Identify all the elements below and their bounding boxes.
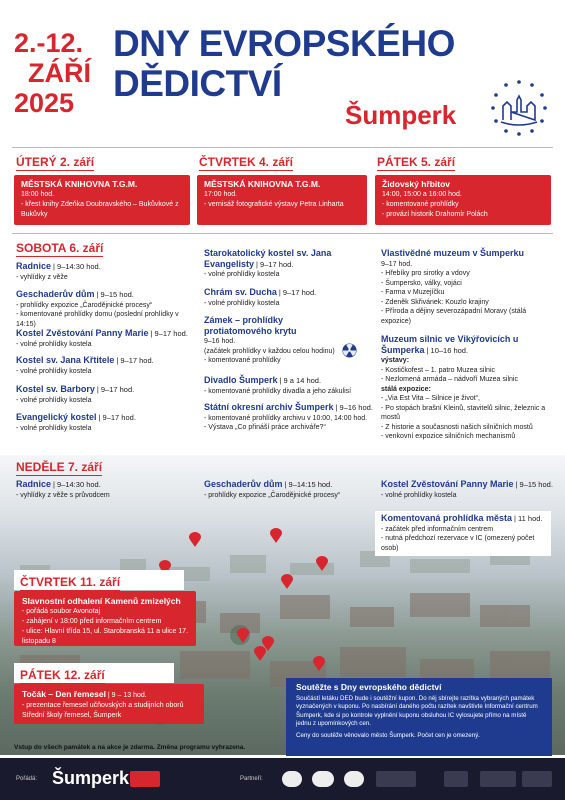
- event-detail: - volné prohlídky kostela: [204, 299, 280, 307]
- event-sat-archiv: [204, 403, 374, 433]
- event-name: Vlastivědné muzeum v Šumperku: [381, 248, 525, 258]
- day-heading-friday-12: PÁTEK 12. září: [20, 668, 105, 682]
- event-sat-vlastivedne-muzeum: [381, 249, 556, 326]
- event-sat-chram-ducha: [204, 288, 369, 308]
- title-line-2: DĚDICTVÍ: [113, 63, 282, 104]
- event-sat-starokatolicky-kostel: [204, 249, 369, 280]
- event-name: Radnice: [16, 261, 52, 271]
- event-dates: [14, 28, 91, 118]
- header: [0, 0, 565, 150]
- partner-logo-icon: [312, 771, 334, 787]
- event-detail: (začátek prohlídky v každou celou hodinu): [204, 347, 335, 355]
- partner-logo-icon: [282, 771, 302, 787]
- event-hours: | 9–17 hod.: [255, 259, 294, 269]
- card-line: - ulice: Hlavní třída 15, ul. Starobranská 11 a ulice 17. listopadu 8: [22, 628, 189, 645]
- event-name: Muzeum silnic ve Vikýřovicích u Šumperka: [381, 334, 519, 355]
- dates-year: 2025: [14, 88, 75, 118]
- map-pin-icon: [316, 556, 328, 571]
- event-detail: - Farma v Muzejíčku: [381, 289, 445, 296]
- event-name: Geschaderův dům: [204, 479, 283, 489]
- event-name: Radnice: [16, 479, 52, 489]
- card-line: 17:00 hod.: [204, 191, 238, 198]
- event-sat-radnice: [16, 262, 196, 282]
- divider: [12, 147, 553, 148]
- day-heading-sunday: NEDĚLE 7. září: [16, 460, 103, 474]
- event-detail: - Hřebíky pro sirotky a vdovy: [381, 270, 470, 277]
- event-hours: | 9–17 hod.: [278, 288, 317, 297]
- day-heading-tuesday: ÚTERÝ 2. září: [16, 155, 95, 169]
- event-hours: | 9–14:30 hod.: [52, 480, 101, 489]
- event-detail: - vyhlídky z věže s průvodcem: [16, 491, 110, 499]
- card-line: - vernisáž fotografické výstavy Petra Linharta: [204, 201, 344, 208]
- event-name: Kostel Zvěstování Panny Marie: [16, 328, 149, 338]
- event-name: Chrám sv. Ducha: [204, 287, 277, 297]
- day-heading-saturday: SOBOTA 6. září: [16, 241, 104, 255]
- event-name: Státní okresní archiv Šumperk: [204, 402, 334, 412]
- card-line: 18:00 hod.: [21, 191, 55, 198]
- event-detail: - Příroda a dějiny severozápadní Moravy (stálá expozice): [381, 308, 527, 325]
- card-line: - zahájení v 18:00 před informačním centrem: [22, 618, 162, 625]
- card-title: MĚSTSKÁ KNIHOVNA T.G.M.: [204, 179, 321, 189]
- event-name: Divadlo Šumperk: [204, 375, 278, 385]
- event-detail: - volné prohlídky kostela: [16, 340, 92, 348]
- event-sat-geschaderuv-dum: [16, 290, 196, 329]
- city-logo-text: Šumperk: [345, 100, 457, 130]
- event-sat-divadlo: [204, 376, 369, 396]
- event-detail: stálá expozice:: [381, 385, 431, 393]
- event-name: Starokatolický kostel sv. Jana Evangelisty: [204, 248, 332, 269]
- event-detail: - volné prohlídky kostela: [204, 271, 280, 278]
- card-line: - provází historik Drahomír Polách: [382, 211, 488, 218]
- card-title: Točák – Den řemesel: [22, 689, 106, 699]
- event-sat-kostel-barbory: [16, 385, 196, 405]
- event-detail: - volné prohlídky kostela: [16, 367, 92, 375]
- card-title: Slavnostní odhalení Kamenů zmizelých: [22, 596, 181, 606]
- event-detail: - začátek před informačním centrem: [381, 525, 494, 533]
- event-detail: - volné prohlídky kostela: [381, 491, 457, 499]
- day-heading-thursday: ČTVRTEK 4. září: [199, 155, 294, 169]
- heritage-days-logo-icon: [487, 76, 551, 140]
- event-card-thursday: [197, 175, 367, 225]
- day-heading-box-friday-12: [14, 663, 174, 683]
- event-detail: - Z historie a současnosti našich silničních mostů: [381, 423, 533, 431]
- event-card-tuesday: [14, 175, 190, 225]
- event-detail: - Nezlomená armáda – nádvoří Muzea silnic: [381, 376, 518, 383]
- event-sun-radnice: [16, 480, 196, 500]
- contest-text: Součástí letáku DED bude i soutěžní kupon. Do něj sbírejte razítka vybraných památek vyznačených v kuponu. Po nasbírání daného počtu razítek navštivte Informační centrum Šumperk, kde si po kontrole vyplnění kuponu obsluhou IC vylosujete přímo na místě jednu z upomínkových cen.: [296, 694, 538, 728]
- event-detail: - volné prohlídky kostela: [16, 424, 92, 432]
- event-card-friday-12: [14, 684, 204, 724]
- organizer-label: Pořádá:: [16, 776, 38, 782]
- divider: [12, 233, 553, 234]
- event-hours: | 9–17 hod.: [98, 413, 136, 422]
- event-detail: - Šumpersko, války, vojáci: [381, 279, 462, 287]
- event-detail: - volné prohlídky kostela: [16, 396, 92, 404]
- event-sat-muzeum-silnic: [381, 335, 556, 442]
- event-name: Geschaderův dům: [16, 289, 95, 299]
- event-detail: - komentované prohlídky archivu v 10:00, 14:00 hod.: [204, 414, 368, 422]
- event-sat-kostel-zvestovani: [16, 329, 196, 349]
- card-title: MĚSTSKÁ KNIHOVNA T.G.M.: [21, 179, 138, 189]
- event-detail: - komentované prohlídky: [204, 357, 281, 364]
- event-hours: | 9 a 14 hod.: [279, 376, 322, 385]
- event-hours: | 11 hod.: [514, 514, 543, 523]
- map-pin-icon: [313, 656, 325, 671]
- event-name: Zámek – prohlídky protiatomového krytu: [204, 315, 297, 336]
- event-detail: 9–16 hod.: [204, 338, 236, 345]
- event-name: Kostel Zvěstování Panny Marie: [381, 479, 514, 489]
- admission-note: Vstup do všech památek a na akce je zdarma. Změna programu vyhrazena.: [14, 744, 246, 751]
- event-hours: | 9–15 hod.: [515, 480, 553, 489]
- title-line-1: DNY EVROPSKÉHO: [113, 23, 455, 64]
- partner-logo-icon: [444, 771, 468, 787]
- partner-logo-icon: [522, 771, 552, 787]
- event-hours: | 9–14:15 hod.: [284, 480, 333, 489]
- dates-range: 2.-12.: [14, 28, 84, 58]
- event-hours: | 9–15 hod.: [96, 290, 134, 299]
- event-detail: - vyhlídky z věže: [16, 273, 68, 281]
- map-pin-icon: [270, 528, 282, 543]
- partner-logo-icon: [344, 771, 364, 787]
- event-name: Kostel sv. Jana Křtitele: [16, 355, 115, 365]
- event-detail: - Po stopách brašní Kleinů, stavitelů silnic, železnic a mostů: [381, 404, 546, 421]
- card-line: - křest knihy Zdeňka Doubravského – Bukůvkové z Bukůvky: [21, 201, 179, 218]
- event-hours: | 9–14:30 hod.: [52, 262, 101, 271]
- event-hours: | 9–17 hod.: [116, 356, 154, 365]
- event-detail: - komentované prohlídky domu (poslední prohlídky v 14:15): [16, 311, 179, 328]
- event-detail: - „Via Est Vita – Silnice je život“,: [381, 395, 480, 402]
- day-heading-box-thursday-11: [14, 570, 184, 590]
- event-card-friday: [375, 175, 551, 225]
- card-line: - komentované prohlídky: [382, 201, 459, 208]
- map-pin-icon: [281, 574, 293, 589]
- partner-logo-icon: [480, 771, 516, 787]
- event-detail: 9–17 hod.: [381, 260, 413, 268]
- event-sat-kostel-jana-krtitele: [16, 356, 196, 376]
- map-pin-icon: [262, 636, 274, 651]
- event-hours: | 9–17 hod.: [150, 329, 188, 338]
- event-detail: - Zdeněk Skřivánek: Kouzlo krajiny: [381, 298, 489, 306]
- event-detail: - nutná předchozí rezervace v IC (omezený počet osob): [381, 535, 535, 552]
- card-line: - prezentace řemesel učňovských a studijních oborů Střední školy řemesel, Šumperk: [22, 702, 184, 719]
- event-card-thursday-11: [14, 591, 196, 646]
- day-heading-thursday-11: ČTVRTEK 11. září: [20, 575, 121, 589]
- page-title: [113, 24, 455, 104]
- event-name: Kostel sv. Barbory: [16, 384, 95, 394]
- contest-note: Ceny do soutěže věnovalo město Šumperk. Počet cen je omezený.: [296, 731, 481, 739]
- event-detail: výstavy:: [381, 357, 410, 364]
- map-pin-icon: [237, 628, 249, 643]
- event-detail: - Kostičkofest – 1. patro Muzea silnic: [381, 366, 495, 374]
- card-title: Židovský hřbitov: [382, 179, 451, 189]
- event-sun-kostel-zvestovani: [381, 480, 556, 500]
- partner-logo-icon: [376, 771, 416, 787]
- event-hours: | 9–17 hod.: [96, 385, 135, 394]
- event-detail: - prohlídky expozice „Čarodějnické procesy“: [16, 301, 153, 309]
- partner-logo-icon: [130, 771, 160, 787]
- event-sat-evangelicky-kostel: [16, 413, 196, 433]
- card-line: 14:00, 15:00 a 16:00 hod.: [382, 191, 462, 198]
- event-detail: - venkovní expozice silničních mechanismů: [381, 433, 516, 440]
- event-sun-komentovana-prohlidka: [375, 511, 551, 556]
- event-sat-zamek-kryt: [204, 316, 344, 366]
- day-heading-friday: PÁTEK 5. září: [377, 155, 456, 169]
- event-hours: | 10–16 hod.: [426, 345, 469, 355]
- organizer-logo-text: Šumperk: [52, 768, 130, 788]
- event-hours: | 9–16 hod.: [335, 403, 373, 412]
- card-line: - pořádá soubor Avonotaj: [22, 608, 101, 615]
- event-detail: - komentované prohlídky divadla a jeho zákulisí: [204, 387, 352, 395]
- contest-title: Soutěžte s Dny evropského dědictví: [296, 682, 442, 692]
- event-name: Komentovaná prohlídka města: [381, 513, 513, 523]
- contest-box: [286, 678, 552, 756]
- event-sun-geschaderuv-dum: [204, 480, 374, 500]
- radiation-icon: [342, 343, 357, 358]
- partners-label: Partneři:: [240, 776, 263, 782]
- event-detail: - Výstava „Co přináší práce archiváře?“: [204, 424, 326, 431]
- card-hours: | 9 – 13 hod.: [107, 692, 147, 699]
- dates-month: ZÁŘÍ: [28, 58, 91, 88]
- map-pin-icon: [189, 532, 201, 547]
- event-name: Evangelický kostel: [16, 412, 97, 422]
- event-detail: - prohlídky expozice „Čarodějnické procesy“: [204, 491, 341, 499]
